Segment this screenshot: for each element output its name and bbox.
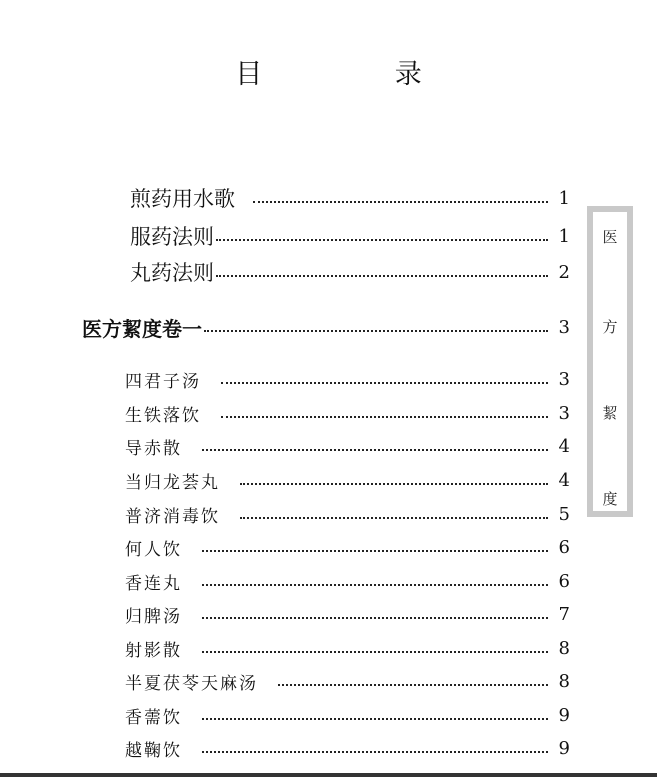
dot-leader: [202, 536, 548, 552]
toc-item-label: 服药法则: [130, 225, 214, 249]
dot-leader: [202, 435, 548, 451]
toc-entry-label: 普济消毒饮: [125, 506, 220, 527]
toc-entry-label: 香薷饮: [125, 707, 182, 728]
toc-volume-page: 3: [558, 316, 570, 338]
side-thumb-tab: [587, 206, 633, 517]
toc-entry[interactable]: [125, 534, 570, 560]
dot-leader: [253, 187, 548, 203]
toc-entry-label: 香连丸: [125, 573, 182, 594]
dot-leader: [202, 737, 548, 753]
page-title: 目 录: [235, 59, 484, 90]
toc-entry-page: 3: [558, 368, 570, 390]
toc-volume-heading[interactable]: [82, 313, 570, 341]
toc-volume-label: 医方絜度卷一: [82, 316, 202, 341]
toc-entry[interactable]: [125, 702, 570, 728]
toc-item-front[interactable]: [130, 184, 570, 212]
dot-leader: [240, 469, 548, 485]
dot-leader: [221, 368, 548, 384]
dot-leader: [216, 261, 548, 277]
toc-entry[interactable]: [125, 400, 570, 426]
toc-entry-page: 8: [558, 670, 570, 692]
dot-leader: [202, 704, 548, 720]
toc-entry-page: 3: [558, 402, 570, 424]
toc-entry-page: 9: [558, 704, 570, 726]
dot-leader: [278, 670, 548, 686]
side-tab-char: 度: [602, 490, 618, 508]
toc-entry[interactable]: [125, 501, 570, 527]
toc-entry-label: 四君子汤: [125, 371, 201, 392]
toc-entry-page: 6: [558, 570, 570, 592]
toc-entry[interactable]: [125, 601, 570, 627]
dot-leader: [216, 225, 548, 241]
toc-entry-page: 9: [558, 737, 570, 759]
toc-item-front[interactable]: [130, 222, 570, 250]
dot-leader: [240, 503, 548, 519]
toc-item-page: 1: [558, 225, 570, 247]
side-tab-char: 医: [602, 228, 618, 246]
toc-entry[interactable]: [125, 467, 570, 493]
toc-entry-label: 越鞠饮: [125, 740, 182, 761]
toc-entry[interactable]: [125, 433, 570, 459]
toc-entry-label: 何人饮: [125, 539, 182, 560]
dot-leader: [202, 603, 548, 619]
dot-leader: [202, 570, 548, 586]
side-tab-char: 方: [602, 318, 618, 336]
toc-entry-label: 射影散: [125, 640, 182, 661]
toc-entry-label: 当归龙荟丸: [125, 472, 220, 493]
toc-entry-label: 半夏茯苓天麻汤: [125, 673, 258, 694]
side-tab-char: 絜: [602, 404, 618, 422]
toc-entry-page: 4: [558, 469, 570, 491]
toc-entry-page: 7: [558, 603, 570, 625]
toc-item-label: 丸药法则: [130, 261, 214, 285]
bottom-rule: [0, 773, 657, 777]
toc-item-page: 2: [558, 261, 570, 283]
toc-entry[interactable]: [125, 735, 570, 761]
toc-item-label: 煎药用水歌: [130, 187, 235, 211]
dot-leader: [202, 637, 548, 653]
toc-entry[interactable]: [125, 568, 570, 594]
toc-entry-label: 生铁落饮: [125, 405, 201, 426]
dot-leader: [221, 402, 548, 418]
toc-entry[interactable]: [125, 668, 570, 694]
toc-entry-label: 导赤散: [125, 438, 182, 459]
toc-entry-label: 归脾汤: [125, 606, 182, 627]
toc-item-front[interactable]: [130, 258, 570, 286]
dot-leader: [204, 316, 548, 332]
toc-entry-page: 4: [558, 435, 570, 457]
toc-entry-page: 8: [558, 637, 570, 659]
toc-entry-page: 6: [558, 536, 570, 558]
toc-entry[interactable]: [125, 635, 570, 661]
toc-item-page: 1: [558, 187, 570, 209]
toc-entry-page: 5: [558, 503, 570, 525]
toc-entry[interactable]: [125, 366, 570, 392]
